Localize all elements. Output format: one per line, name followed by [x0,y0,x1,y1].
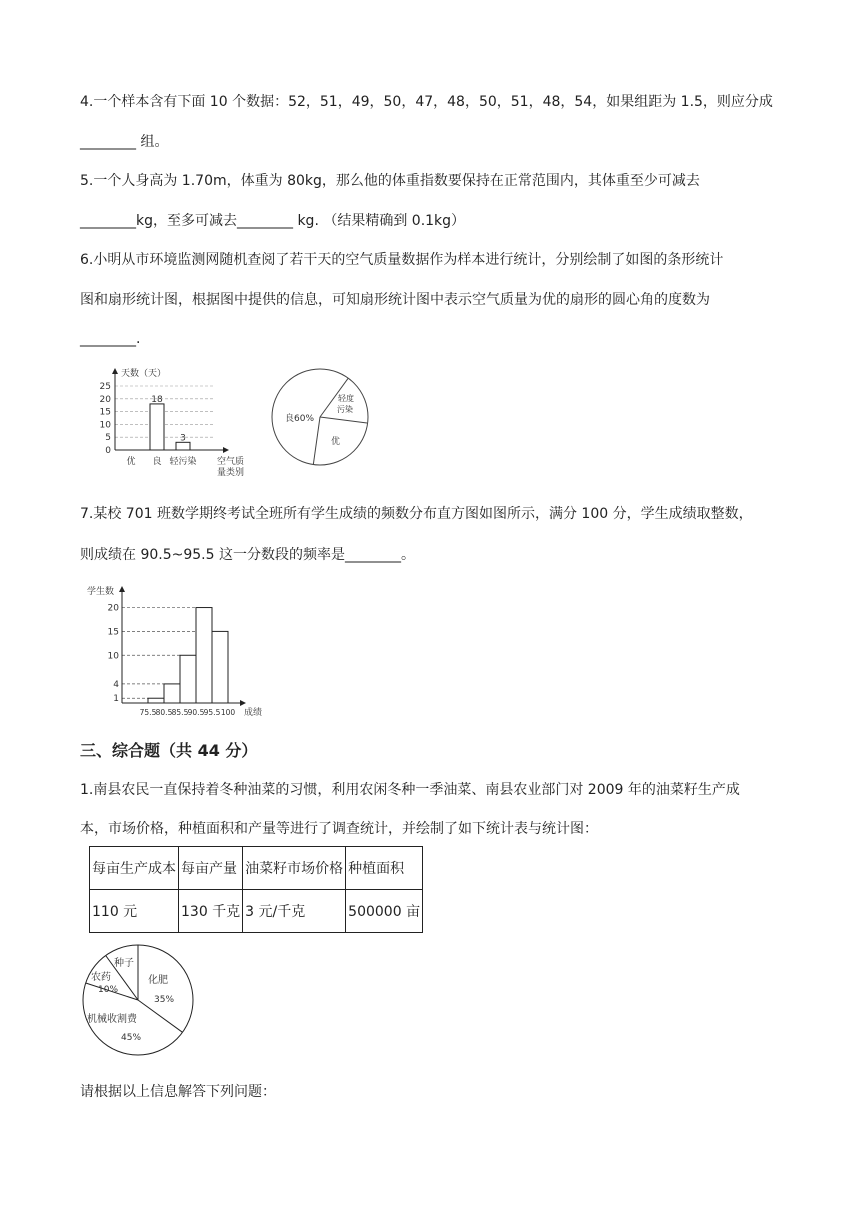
y-axis-arrow [112,368,118,374]
pie-label: 轻度 [338,394,354,403]
y-tick-label: 15 [99,407,111,418]
x-axis-arrow [223,447,229,453]
histogram-bar [212,631,228,703]
pie-label: 良60% [285,414,315,424]
x-tick-label: 85.5 [171,708,189,717]
table-header-cell: 每亩产量 [179,847,243,890]
q5-line1: 5.一个人身高为 1.70m，体重为 80kg，那么他的体重指数要保持在正常范围内，其体重至少可减去 [80,173,700,189]
q4-line2: ________ 组。 [80,134,169,150]
y-tick-label: 10 [99,420,111,431]
x-axis-label: 空气质 [217,457,245,467]
data-label: 18 [151,394,163,405]
pie-label: 农药 [91,972,111,983]
q7-line1: 7.某校 701 班数学期终考试全班所有学生成绩的频数分布直方图如图所示，满分 100 分，学生成绩取整数， [80,506,753,522]
histogram-bar [196,608,212,703]
pie-label: 化肥 [148,975,168,986]
table-cell: 130 千克 [179,890,243,933]
closing-text: 请根据以上信息解答下列问题： [80,1084,276,1100]
histogram-bar [180,655,196,703]
table-header-cell: 每亩生产成本 [90,847,179,890]
q4-line1: 4.一个样本含有下面 10 个数据：52，51，49，50，47，48，50，51，48，54，如果组距为 1.5，则应分成 [80,94,773,110]
bar [176,442,190,450]
pie-label: 污染 [337,405,353,414]
q7-line2: 则成绩在 90.5~95.5 这一分数段的频率是________。 [80,547,415,563]
table-cell: 500000 亩 [346,890,423,933]
s3q1-line2: 本，市场价格，种植面积和产量等进行了调查统计，并绘制了如下统计表与统计图： [80,821,598,837]
y-axis-label: 天数（天） [121,369,167,379]
x-axis-arrow [240,700,246,706]
data-label: 3 [180,433,186,444]
y-tick-label: 15 [107,627,119,638]
air-quality-bar-chart [85,362,255,478]
pie-label: 35% [154,995,175,1005]
histogram-bar [148,698,164,703]
table-row [90,847,423,890]
x-tick-label: 95.5 [203,708,221,717]
pie-label: 优 [331,437,341,447]
x-axis-label: 量类别 [217,468,245,478]
q6-line2: 图和扇形统计图，根据图中提供的信息，可知扇形统计图中表示空气质量为优的扇形的圆心角的度数为 [80,292,710,308]
y-tick-label: 10 [107,651,119,662]
table-row [90,890,423,933]
pie-label: 45% [121,1033,142,1043]
y-tick-label: 4 [113,679,119,690]
bar [150,404,164,450]
table-header-cell: 种植面积 [346,847,423,890]
table-cell: 3 元/千克 [243,890,346,933]
y-tick-label: 25 [99,382,111,392]
y-tick-label: 20 [99,394,111,405]
table-header-cell: 油菜籽市场价格 [243,847,346,890]
category-label: 良 [152,457,162,467]
air-quality-pie-chart [265,362,375,472]
s3q1-line1: 1.南县农民一直保持着冬种油菜的习惯，利用农闲冬种一季油菜、南县农业部门对 2009 年的油菜籽生产成 [80,782,740,798]
y-axis-arrow [119,586,125,592]
y-tick-label: 0 [105,446,111,456]
category-label: 优 [126,457,136,467]
x-tick-label: 100 [220,708,236,717]
q5-line2: ________kg，至多可减去________ kg. （结果精确到 0.1kg） [80,213,466,229]
y-tick-label: 1 [113,694,119,705]
x-tick-label: 75.5 [139,708,157,717]
histogram-bar [164,684,180,703]
section-title: 三、综合题（共 44 分） [80,741,258,760]
score-histogram [85,578,275,723]
pie-label: 10% [98,985,119,995]
q6-line3: ________. [80,331,141,347]
pie-label: 机械收割费 [87,1014,137,1025]
x-axis-label: 成绩 [244,708,263,718]
x-tick-label: 90.5 [187,708,205,717]
x-tick-label: 80.5 [155,708,173,717]
pie-label: 种子 [114,958,134,969]
category-label: 轻污染 [169,457,197,467]
y-tick-label: 20 [107,603,119,614]
table-cell: 110 元 [90,890,179,933]
q6-line1: 6.小明从市环境监测网随机查阅了若干天的空气质量数据作为样本进行统计，分别绘制了如图的条形统计 [80,252,724,268]
y-axis-label: 学生数 [87,587,115,597]
cost-pie-chart [78,942,203,1062]
y-tick-label: 5 [105,433,111,444]
stats-table [89,846,423,933]
